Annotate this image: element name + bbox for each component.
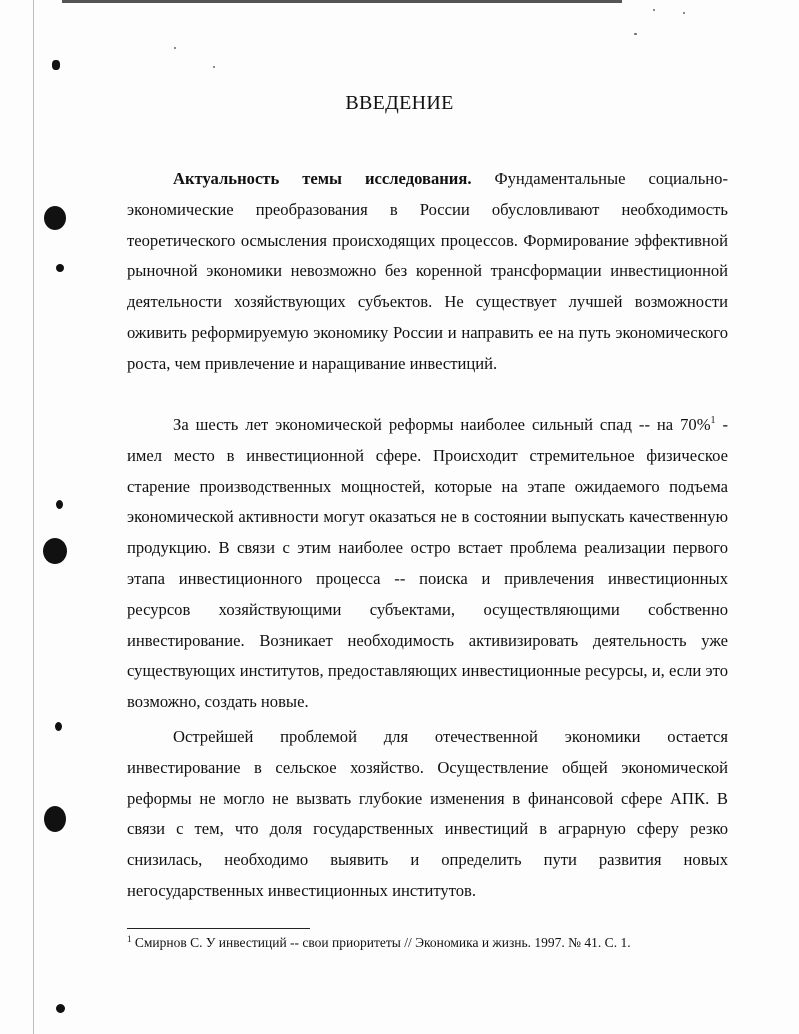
scan-edge-line	[33, 0, 34, 1034]
scan-speck	[213, 66, 215, 68]
punch-hole-mark	[43, 538, 67, 564]
paragraph-agriculture	[127, 722, 728, 907]
paragraph-text: За шесть лет экономической реформы наиболее сильный спад -- на 70%	[173, 415, 711, 434]
punch-hole-mark	[55, 722, 62, 731]
footnote	[127, 934, 631, 952]
scan-top-rule	[62, 0, 622, 3]
page-title: ВВЕДЕНИЕ	[345, 92, 454, 114]
footnote-text: Смирнов С. У инвестиций -- свои приоритеты // Экономика и жизнь. 1997. № 41. С. 1.	[131, 935, 631, 950]
punch-hole-mark	[56, 264, 64, 272]
punch-hole-mark	[52, 60, 60, 70]
paragraph-text: Острейшей проблемой для отечественной экономики остается инвестирование в сельское хозяйство. Осуществление общей экономической реформы не могло не вызвать глубокие изменения в финансовой сфере АПК. В связи с тем, что доля государственных инвестиций в аграрную сферу резко снизилась, необходимо выявить и определить пути развития новых негосударственных инвестиционных институтов.	[127, 727, 728, 900]
punch-hole-mark	[44, 206, 66, 230]
scan-speck	[653, 9, 655, 11]
scan-speck	[634, 33, 637, 35]
paragraph-relevance	[127, 164, 728, 380]
footnote-separator	[127, 928, 310, 929]
paragraph-text: Фундаментальные социально-экономические преобразования в России обусловливают необходимость теоретического осмысления происходящих процессов. Формирование эффективной рыночной экономики невозможно без коренной трансформации инвестиционной деятельности хозяйствующих субъектов. Не существует лучшей возможности оживить реформируемую экономику России и направить ее на путь экономического роста, чем привлечение и наращивание инвестиций.	[127, 169, 728, 373]
punch-hole-mark	[56, 500, 63, 509]
scan-speck	[683, 12, 685, 14]
paragraph-lead: Актуальность темы исследования.	[173, 169, 472, 188]
paragraph-text: - имел место в инвестиционной сфере. Происходит стремительное физическое старение производственных мощностей, которые на этапе ожидаемого подъема экономической активности могут оказаться не в состоянии выпускать качественную продукцию. В связи с этим наиболее остро встает проблема реализации первого этапа инвестиционного процесса -- поиска и привлечения инвестиционных ресурсов хозяйствующими субъектами, осуществляющими собственно инвестирование. Возникает необходимость активизировать деятельность уже существующих институтов, предоставляющих инвестиционные ресурсы, и, если это возможно, создать новые.	[127, 415, 728, 712]
paragraph-investment-decline	[127, 410, 728, 718]
punch-hole-mark	[56, 1004, 65, 1013]
punch-hole-mark	[44, 806, 66, 832]
footnote-reference[interactable]: 1	[710, 415, 716, 426]
footnote-number: 1	[127, 934, 132, 944]
scan-speck	[174, 47, 176, 49]
